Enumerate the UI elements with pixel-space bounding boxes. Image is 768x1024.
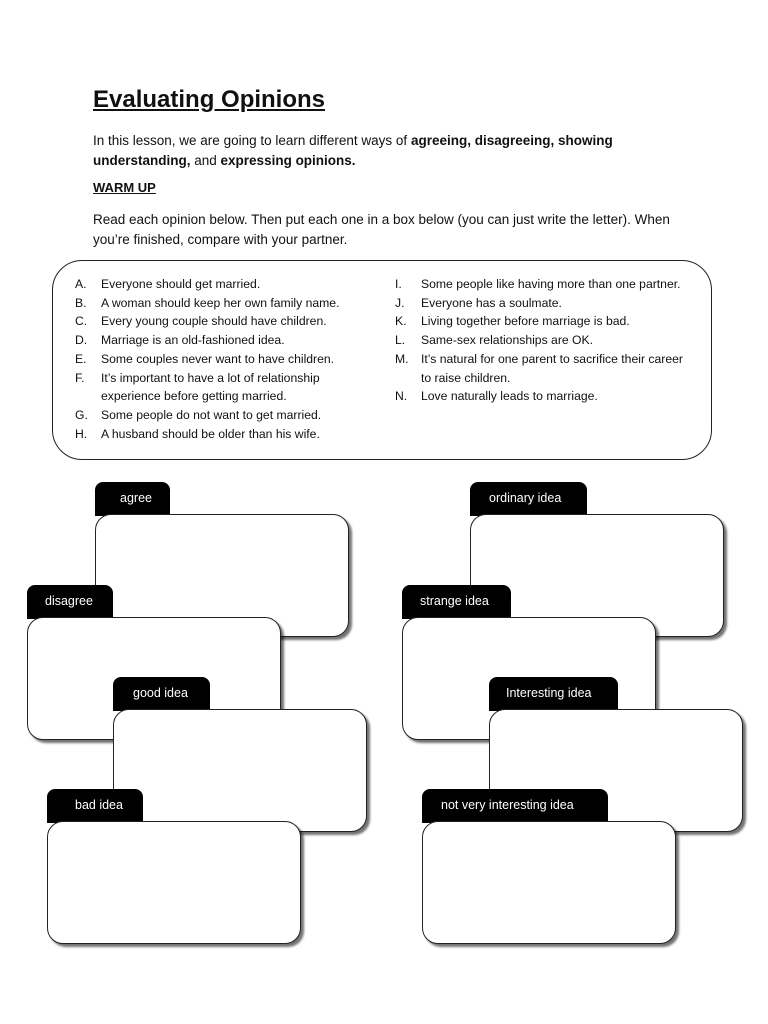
intro-bold-2: expressing opinions. [220,153,356,168]
opinions-box [52,260,712,460]
opinion-letter: L. [395,333,406,348]
opinion-item [395,312,685,331]
opinion-text: A woman should keep her own family name. [101,295,340,310]
opinion-letter: N. [395,389,408,404]
opinions-right-column [395,275,685,406]
not-very-interesting-idea-box[interactable] [422,821,676,944]
opinion-letter: C. [75,314,88,329]
opinion-text: Some people like having more than one partner. [421,277,681,291]
opinions-left-column [75,275,380,443]
opinion-item [75,350,380,369]
not-very-interesting-idea-tab [422,789,608,823]
intro-bold-1: agreeing, disagreeing, showing understanding, [93,133,613,168]
opinion-text: Some people do not want to get married. [101,407,322,422]
opinion-item [75,369,380,406]
opinion-item [75,294,380,313]
opinion-text: Everyone has a soulmate. [421,295,562,310]
agree-label: agree [120,491,152,505]
good-idea-tab [113,677,210,711]
good-idea-label: good idea [133,686,188,700]
opinion-item [395,331,685,350]
not-very-interesting-idea-label: not very interesting idea [441,798,574,812]
opinion-letter: J. [395,295,405,310]
opinion-letter: I. [395,277,402,291]
instructions: Read each opinion below. Then put each one in a box below (you can just write the letter). When you’re finished, compare with your partner. [93,212,670,247]
opinion-text: Some couples never want to have children. [101,351,335,366]
intro-text-2: and [190,153,221,168]
opinion-item [395,275,685,294]
opinion-text: Marriage is an old-fashioned idea. [101,333,285,348]
ordinary-idea-label: ordinary idea [489,491,562,505]
opinion-text: Every young couple should have children. [101,314,327,329]
opinion-letter: E. [75,351,87,366]
opinion-letter: F. [75,370,85,385]
opinion-letter: A. [75,277,87,291]
interesting-idea-label: Interesting idea [506,686,592,700]
opinion-letter: D. [75,333,88,348]
strange-idea-tab [402,585,511,619]
opinion-item [75,275,380,294]
opinion-text: It’s important to have a lot of relationship experience before getting married. [101,370,320,404]
opinion-item [75,425,380,444]
opinion-text: Same-sex relationships are OK. [421,333,594,348]
agree-tab [95,482,170,516]
ordinary-idea-tab [470,482,587,516]
bad-idea-label: bad idea [75,798,123,812]
opinion-letter: M. [395,351,409,366]
bad-idea-box[interactable] [47,821,301,944]
disagree-tab [27,585,113,619]
interesting-idea-tab [489,677,618,711]
opinion-item [395,294,685,313]
opinion-item [395,350,685,387]
opinion-item [75,406,380,425]
good-idea-box[interactable] [113,709,367,832]
opinion-text: Love naturally leads to marriage. [421,389,598,404]
opinion-letter: G. [75,407,88,422]
opinion-item [75,312,380,331]
opinion-letter: K. [395,314,407,329]
page-title: Evaluating Opinions [93,86,326,113]
strange-idea-label: strange idea [420,594,489,608]
opinion-item [75,331,380,350]
intro-text-1: In this lesson, we are going to learn different ways of [93,133,411,148]
warm-up-heading: WARM UP [93,180,156,195]
bad-idea-tab [47,789,143,823]
opinion-text: Everyone should get married. [101,277,261,291]
opinion-text: It’s natural for one parent to sacrifice their career to raise children. [421,351,683,385]
opinion-text: A husband should be older than his wife. [101,426,320,441]
opinion-text: Living together before marriage is bad. [421,314,630,329]
opinion-item [395,387,685,406]
opinion-letter: H. [75,426,88,441]
opinion-letter: B. [75,295,87,310]
intro-paragraph [93,131,683,171]
disagree-label: disagree [45,594,93,608]
